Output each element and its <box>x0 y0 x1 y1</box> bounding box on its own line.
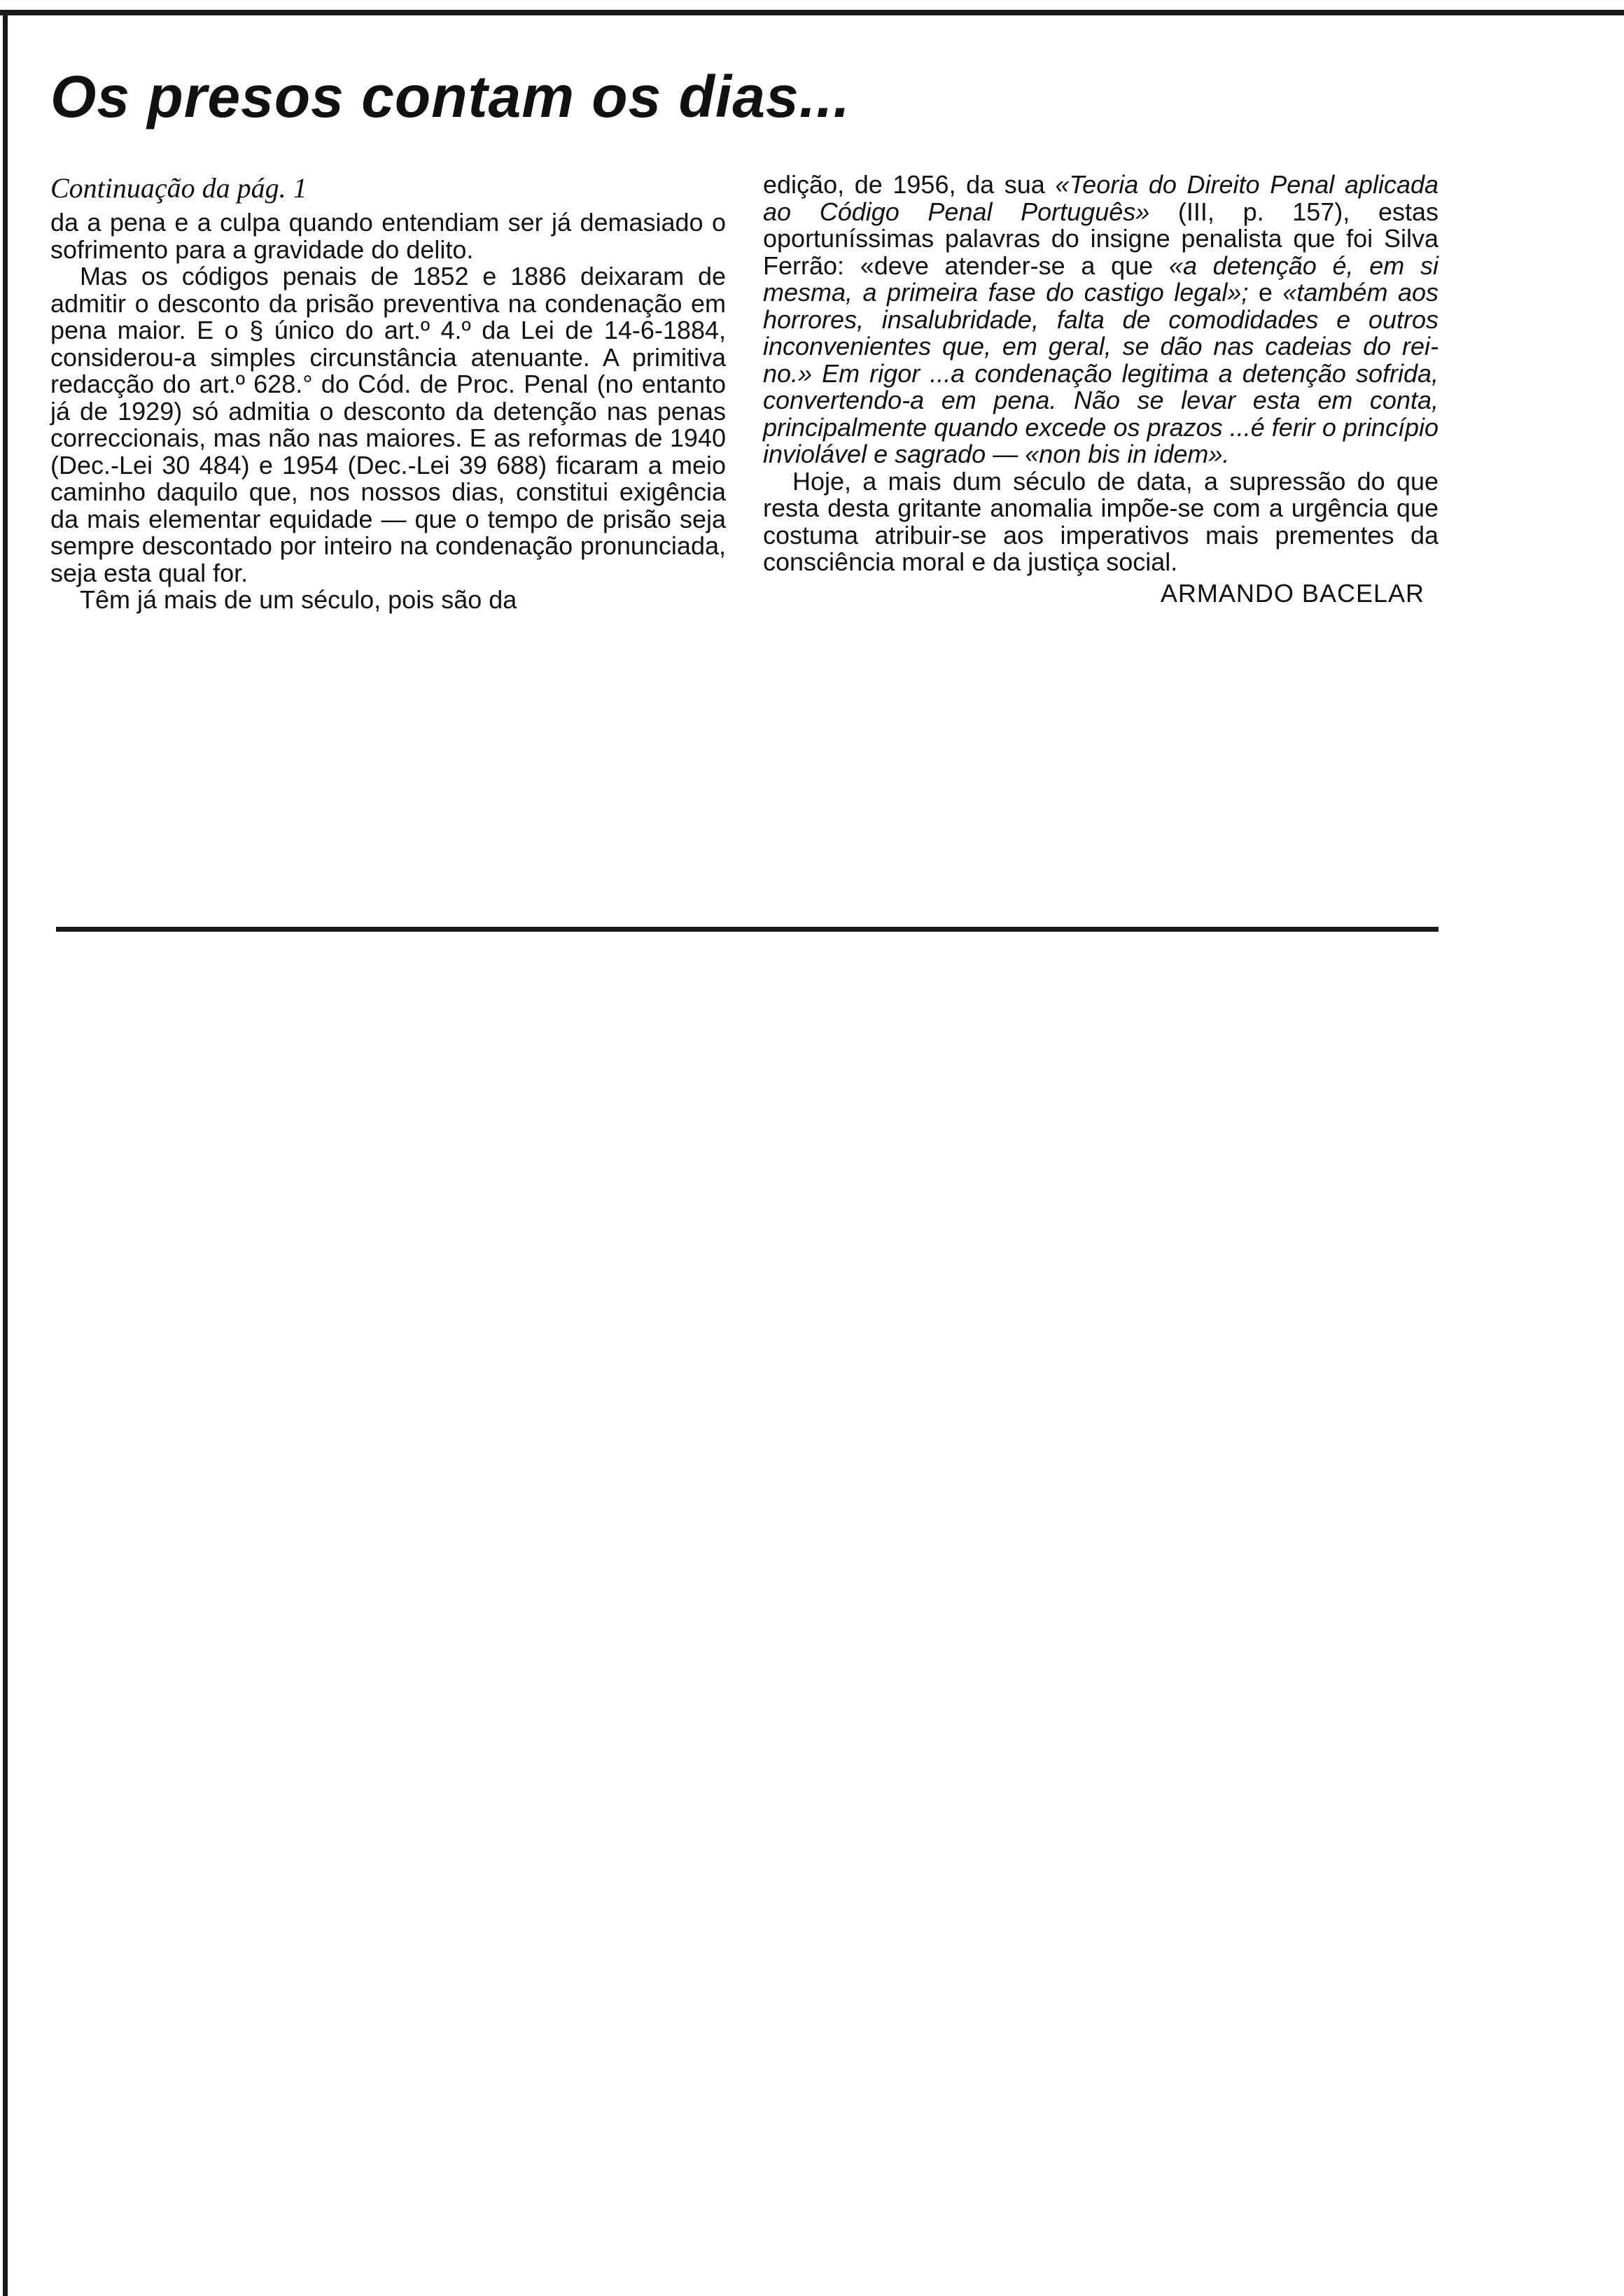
quotation: «a detenção é, em si mesma, a primeira fase do castigo legal»; <box>763 251 1439 307</box>
author-signature: ARMANDO BACELAR <box>1160 578 1424 608</box>
text-run: edição, de 1956, da sua <box>763 170 1056 199</box>
article-paragraph <box>763 172 1438 468</box>
article-paragraph: da a pena e a culpa quando entendiam ser já demasiado o sofrimento para a gravidade do delito. <box>50 208 726 264</box>
article-paragraph: Têm já mais de um século, pois são da <box>80 585 517 614</box>
article-paragraph: Mas os códigos penais de 1852 e 1886 deixaram de admitir o desconto da prisão preventiva na condenação em pena maior. E o § único do art.º 4.º da Lei de 14-6-1884, considerou-a simples circunstância atenuante. A primitiva redacção do art.º 628.° do Cód. de Proc. Penal (no entanto já de 1929) só admitia o desconto da detenção nas penas correccionais, mas não nas maiores. E as reformas de 1940 (Dec.-Lei 30 484) e 1954 (Dec.-Lei 39 688) ficaram a meio caminho daquilo que, nos nossos dias, constitui exigência da mais elementar equidade — que o tempo de prisão seja sempre descontado por inteiro na condenação pronunciada, seja esta qual for. <box>50 262 726 587</box>
article-column-right <box>763 172 1438 607</box>
text-run: e <box>1248 278 1283 307</box>
continuation-note: Continuação da pág. 1 <box>50 172 307 204</box>
top-rule <box>0 10 1624 15</box>
article-paragraph: Hoje, a mais dum século de data, a supressão do que resta desta gritante anomalia impõe-se com a urgência que costuma atribuir-se aos imperativos mais prementes da consciência moral e da justiça social. <box>763 466 1438 576</box>
book-title: «Teoria do Direito Penal aplicada ao Código Penal Português» <box>763 170 1439 226</box>
article-headline: Os presos contam os dias... <box>50 64 850 130</box>
text-run: (III, p. 157), estas oportuníssimas palavras do insigne penalista que foi Silva Ferrão: «deve atender-se a que <box>763 197 1438 280</box>
article-column-left <box>50 172 726 614</box>
left-margin-rule <box>3 10 8 2296</box>
bottom-rule <box>56 927 1438 932</box>
quotation: «também aos horrores, insalubridade, falta de comodidades e outros inconvenientes que, em geral, se dão nas cadeias do reino.» Em rigor ...a condenação legitima a detenção sofrida, convertendo-a em pena. Não se levar esta em conta, principalmente quando excede os prazos ...é ferir o princípio inviolável e sagrado — «non bis in idem». <box>763 278 1439 468</box>
